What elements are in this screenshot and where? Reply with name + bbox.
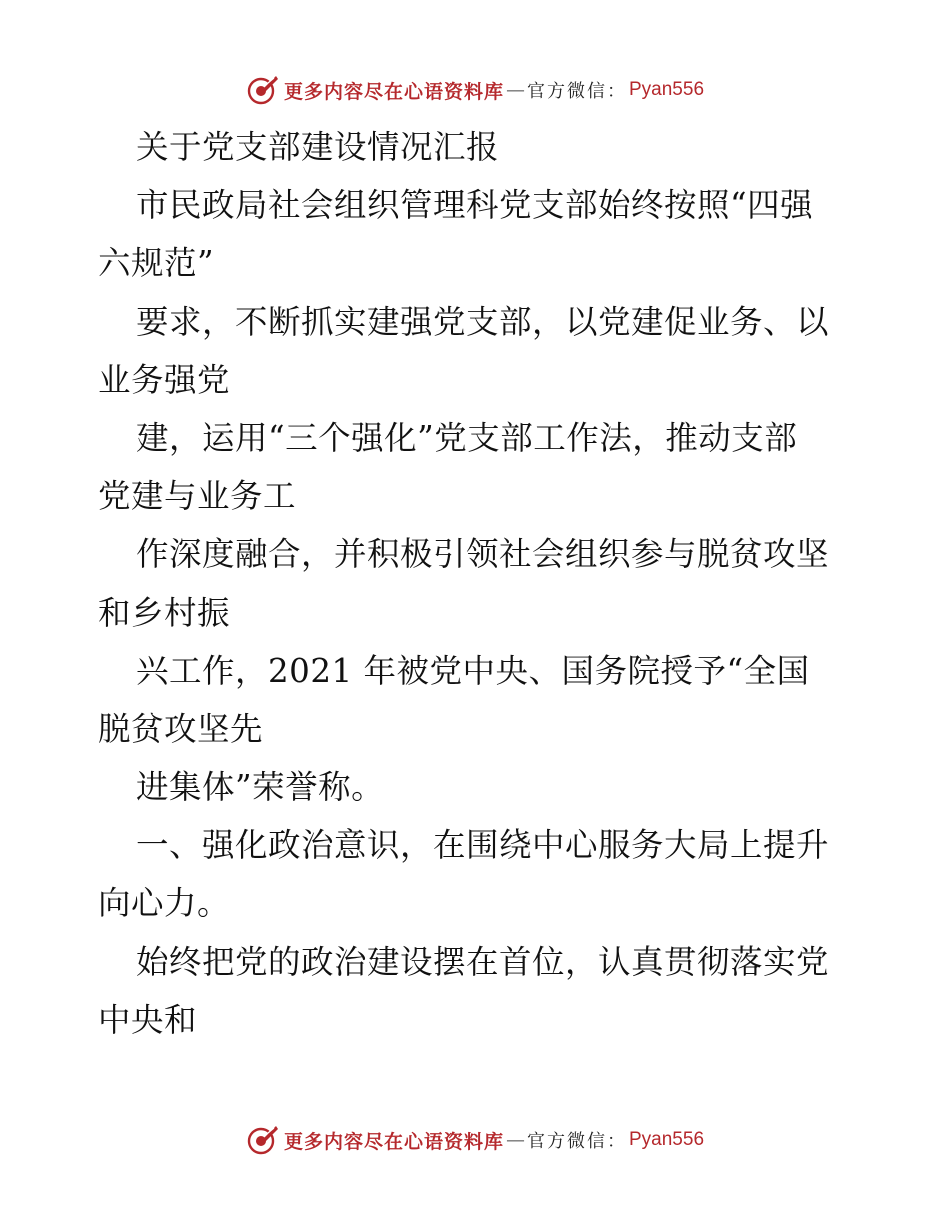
paragraph-line: 党建与业务工 [98,477,297,516]
banner-brand-text: 更多内容尽在心语资料库 [283,1130,504,1153]
paragraph-line: 和乡村振 [98,593,231,632]
banner-wechat-label: 官方微信： [527,1131,627,1152]
section-heading-continued: 向心力。 [98,884,231,923]
paragraph-line: 中央和 [98,1000,198,1039]
section-heading: 一、强化政治意识，在围绕中心服务大局上提升 [136,826,830,865]
banner-dash: — [506,79,525,101]
banner-wechat-id: Pyan556 [629,1129,705,1150]
paragraph-line: 要求，不断抓实建强党支部，以党建促业务、以 [136,302,830,341]
paragraph-line: 兴工作，2021 年被党中央、国务院授予“全国 [136,651,810,690]
banner-wechat-id: Pyan556 [629,79,705,100]
paragraph-line: 建，运用“三个强化”党支部工作法，推动支部 [136,418,798,457]
banner-brand-text: 更多内容尽在心语资料库 [283,80,504,103]
quill-pen-logo-icon [246,1123,280,1157]
document-body [98,118,852,1049]
banner-wechat-label: 官方微信： [527,81,627,102]
footer-banner [0,1120,950,1160]
header-banner [0,70,950,110]
paragraph-line: 进集体”荣誉称。 [136,768,385,807]
quill-pen-logo-icon [246,73,280,107]
paragraph-line: 六规范” [98,244,215,283]
banner-dash: — [506,1129,525,1151]
document-title: 关于党支部建设情况汇报 [136,128,500,166]
paragraph-line: 脱贫攻坚先 [98,709,264,748]
paragraph-line: 始终把党的政治建设摆在首位，认真贯彻落实党 [136,942,830,981]
paragraph-line: 市民政局社会组织管理科党支部始终按照“四强 [136,186,814,225]
paragraph-line: 作深度融合，并积极引领社会组织参与脱贫攻坚 [136,535,830,574]
paragraph-line: 业务强党 [98,360,231,399]
